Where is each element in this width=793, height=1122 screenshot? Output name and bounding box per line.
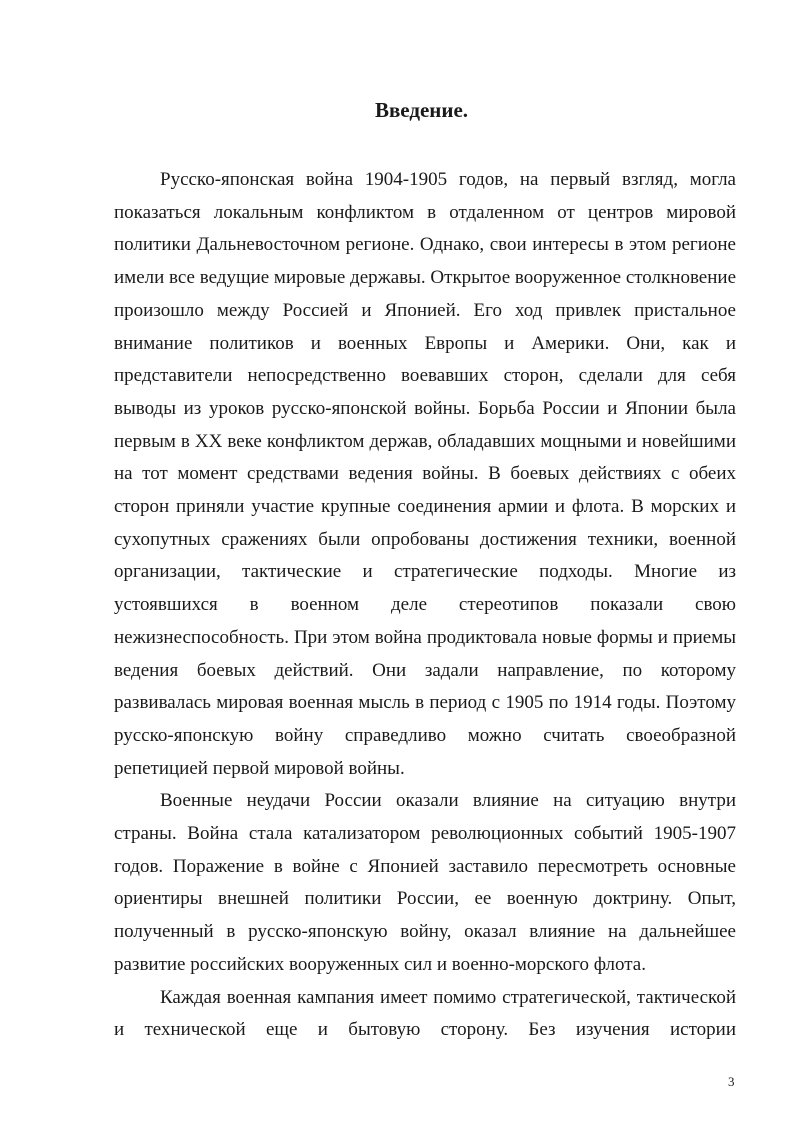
body-text — [114, 164, 736, 1047]
paragraph-3: Каждая военная кампания имеет помимо стратегической, тактической и технической еще и бытовую сторону. Без изучения истории — [114, 986, 736, 1041]
page-title: Введение. — [374, 98, 469, 122]
paragraph-1: Русско-японская война 1904-1905 годов, на первый взгляд, могла показаться локальным конфликтом в отдаленном от центров мировой политики Дальневосточном регионе. Однако, свои интересы в этом регионе имели все ведущие мировые державы. Открытое вооруженное столкновение произошло между Россией и Японией. Его ход привлек пристальное внимание политиков и военных Европы и Америки. Они, как и представители непосредственно воевавших сторон, сделали для себя выводы из уроков русско-японской войны. Борьба России и Японии была первым в XX веке конфликтом держав, обладавших мощными и новейшими на тот момент средствами ведения войны. В боевых действиях с обеих сторон приняли участие крупные соединения армии и флота. В морских и сухопутных сражениях были опробованы достижения техники, военной организации, тактические и стратегические подходы. Многие из устоявшихся в военном деле стереотипов показали свою нежизнеспособность. При этом война продиктовала новые формы и приемы ведения боевых действий. Они задали направление, по которому развивалась мировая военная мысль в период с 1905 по 1914 годы. Поэтому русско-японскую войну справедливо можно считать своеобразной репетицией первой мировой войны. — [114, 169, 736, 779]
paragraph-2: Военные неудачи России оказали влияние на ситуацию внутри страны. Война стала катализатором революционных событий 1905-1907 годов. Поражение в войне с Японией заставило пересмотреть основные ориентиры внешней политики России, ее военную доктрину. Опыт, полученный в русско-японскую войну, оказал влияние на дальнейшее развитие российских вооруженных сил и военно-морского флота. — [114, 790, 736, 975]
page-number: 3 — [728, 1074, 735, 1089]
